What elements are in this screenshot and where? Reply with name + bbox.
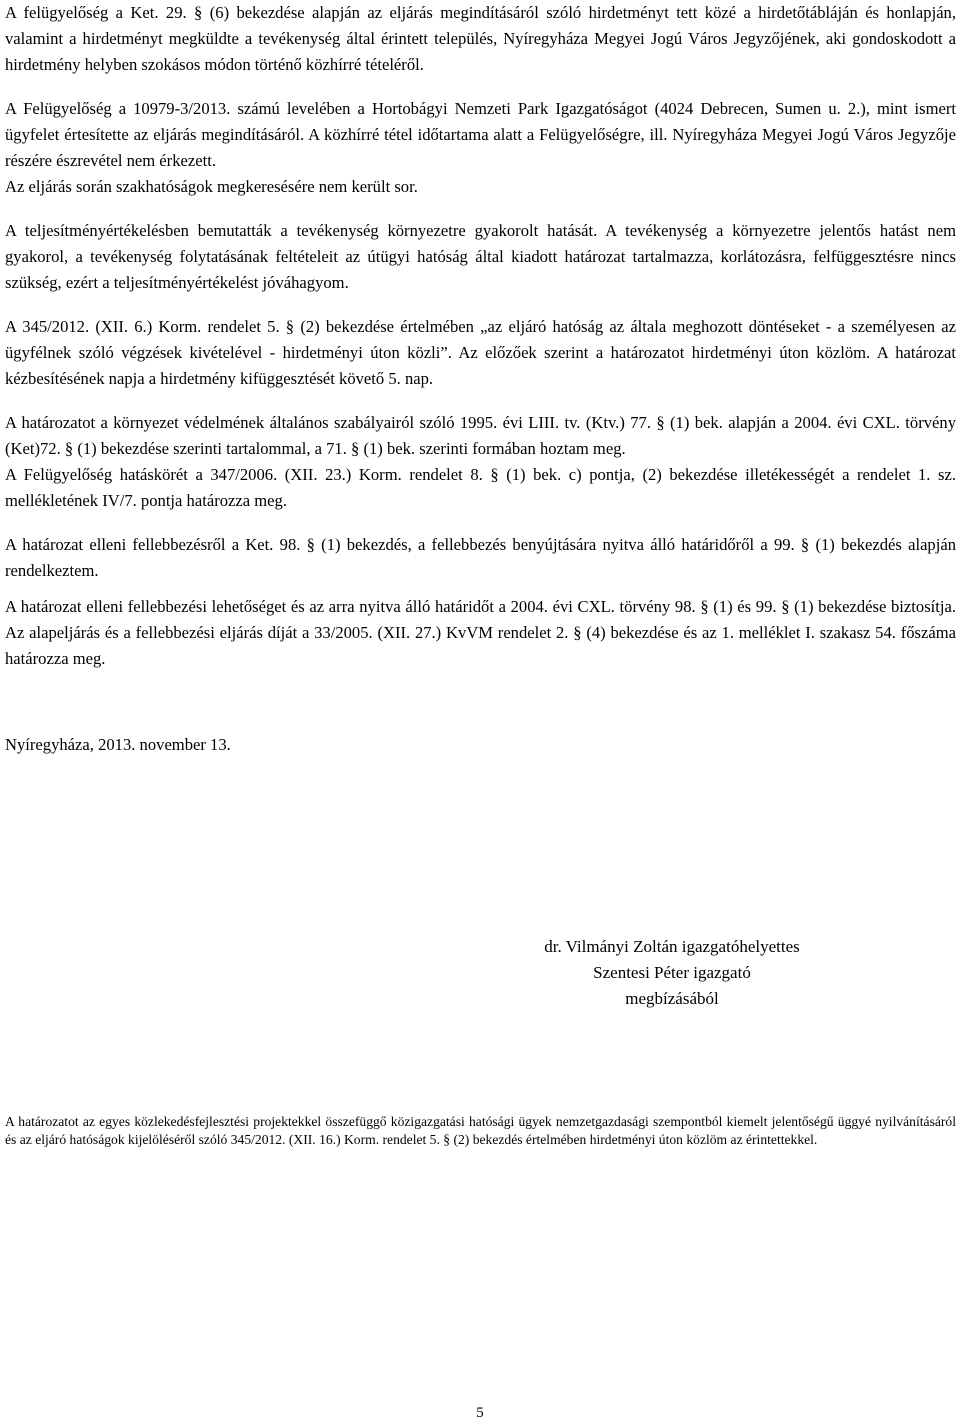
- paragraph-competence: A Felügyelőség hatáskörét a 347/2006. (XII. 23.) Korm. rendelet 8. § (1) bek. c) pontja, (2) bekezdése illetékességét a rendelet 1. sz. mellékletének IV/7. pontja határozza meg.: [5, 465, 956, 510]
- signature-block: [492, 934, 852, 1012]
- document-body: [5, 0, 956, 758]
- footnote: A határozatot az egyes közlekedésfejlesztési projektekkel összefüggő közigazgatási hatósági ügyek nemzetgazdasági szempontból kiemelt jelentőségű üggyé nyilvánításáról és az eljáró hatóságok kijelöléséről szóló 345/2012. (XII. 16.) Korm. rendelet 5. § (2) bekezdés értelmében hirdetményi úton közlöm az érintettekkel.: [5, 1114, 956, 1147]
- paragraph-announcement: A felügyelőség a Ket. 29. § (6) bekezdése alapján az eljárás megindításáról szóló hirdetményt tett közé a hirdetőtábláján és honlapján, valamint a hirdetményt megküldte a tevékenység által érintett település, Nyíregyháza Megyei Jogú Város Jegyzőjének, aki gondoskodott a hirdetmény helyben szokásos módon történő közhírré tételéről.: [5, 3, 956, 74]
- paragraph-appeal: A határozat elleni fellebbezésről a Ket. 98. § (1) bekezdés, a fellebbezés benyújtására nyitva álló határidőről a 99. § (1) bekezdés alapján rendelkeztem.: [5, 535, 956, 580]
- page-number: 5: [476, 1405, 484, 1421]
- signature-line-deputy: dr. Vilmányi Zoltán igazgatóhelyettes: [544, 937, 800, 956]
- document-date: Nyíregyháza, 2013. november 13.: [5, 735, 231, 754]
- signature-line-director: Szentesi Péter igazgató: [593, 963, 751, 982]
- paragraph-notification: A Felügyelőség a 10979-3/2013. számú levelében a Hortobágyi Nemzeti Park Igazgatóságot (4024 Debrecen, Sumen u. 2.), mint ismert ügyfelet értesítette az eljárás megindításáról. A közhírré tétel időtartama alatt a Felügyelőségre, ill. Nyíregyháza Megyei Jogú Város Jegyzője részére észrevétel nem érkezett.: [5, 99, 956, 170]
- paragraph-evaluation: A teljesítményértékelésben bemutatták a tevékenység környezetre gyakorolt hatását. A tevékenység a környezetre jelentős hatást nem gyakorol, a tevékenység folytatásának feltételeit az útügyi hatóság által kiadott határozat tartalmazza, korlátozásra, felfüggesztésre nincs szükség, ezért a teljesítményértékelést jóváhagyom.: [5, 221, 956, 292]
- paragraph-legal-basis: A határozatot a környezet védelmének általános szabályairól szóló 1995. évi LIII. tv. (Ktv.) 77. § (1) bek. alapján a 2004. évi CXL. törvény (Ket)72. § (1) bekezdése szerinti tartalommal, a 71. § (1) bek. szerinti formában hoztam meg.: [5, 413, 956, 458]
- paragraph-appeal-rights: A határozat elleni fellebbezési lehetőséget és az arra nyitva álló határidőt a 2004. évi CXL. törvény 98. § (1) és 99. § (1) bekezdése biztosítja. Az alapeljárás és a fellebbezési eljárás díját a 33/2005. (XII. 27.) KvVM rendelet 2. § (4) bekezdése és az 1. melléklet I. szakasz 54. főszáma határozza meg.: [5, 597, 956, 668]
- signature-line-authorization: megbízásából: [625, 989, 719, 1008]
- paragraph-authorities: Az eljárás során szakhatóságok megkeresésére nem került sor.: [5, 177, 418, 196]
- paragraph-communication: A 345/2012. (XII. 6.) Korm. rendelet 5. § (2) bekezdése értelmében „az eljáró hatóság az általa meghozott döntéseket - a személyesen az ügyfélnek szóló végzések kivételével - hirdetményi úton közli”. Az előzőek szerint a határozatot hirdetményi úton közlöm. A határozat kézbesítésének napja a hirdetmény kifüggesztését követő 5. nap.: [5, 317, 956, 388]
